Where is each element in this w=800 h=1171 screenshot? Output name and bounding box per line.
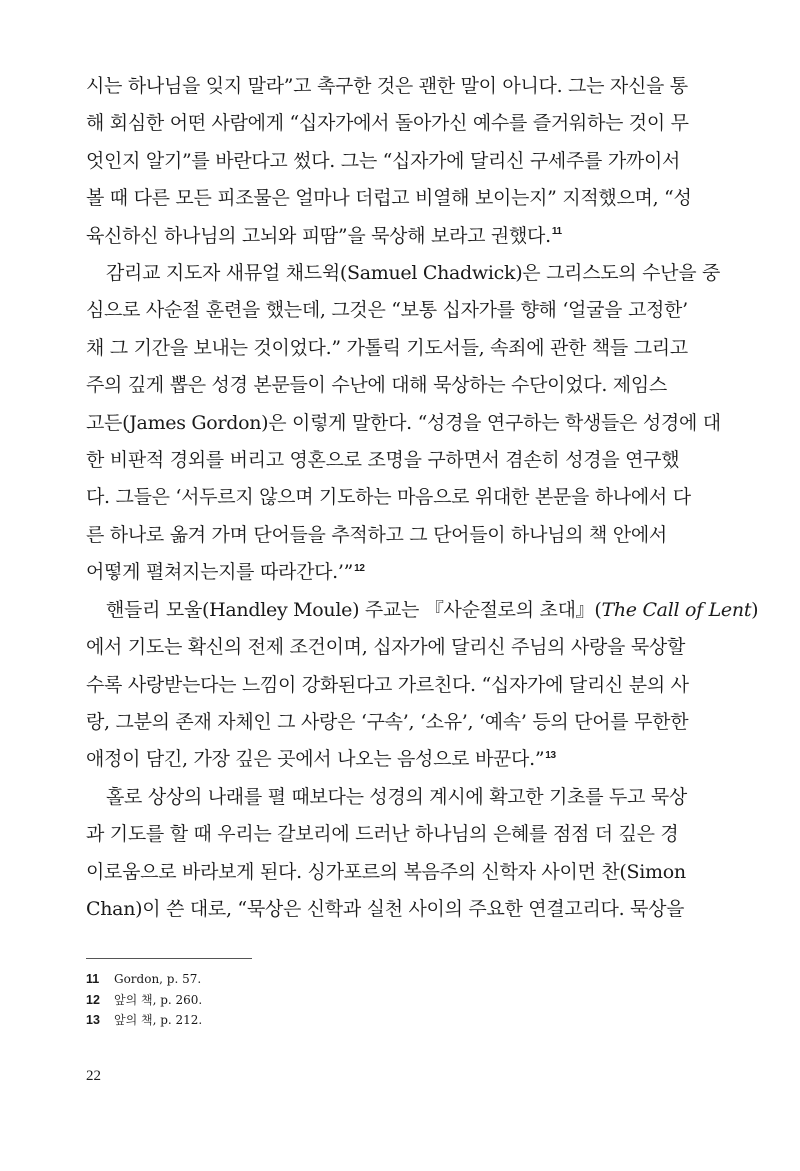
footnote-ref-13: 13 <box>545 749 556 761</box>
text-line: 해 회심한 어떤 사람에게 “십자가에서 돌아가신 예수를 즐거워하는 것이 무 <box>86 112 689 135</box>
text-line: 한 비판적 경외를 버리고 영혼으로 조명을 구하면서 겸손히 성경을 연구했 <box>86 449 680 472</box>
text-line: 볼 때 다른 모든 피조물은 얼마나 더럽고 비열해 보이는지” 지적했으며, “성 <box>86 187 692 210</box>
text-line: 심으로 사순절 훈련을 했는데, 그것은 “보통 십자가를 향해 ‘얼굴을 고정한’ <box>86 299 688 322</box>
text-line: 에서 기도는 확신의 전제 조건이며, 십자가에 달리신 주님의 사랑을 묵상할 <box>86 636 686 659</box>
footnote-number: 12 <box>86 992 100 1007</box>
book-title: The Call of Lent <box>601 598 752 621</box>
footnote-ref-12: 12 <box>354 562 365 574</box>
text-run: 핸들리 모울(Handley Moule) 주교는 『사순절로의 초대』( <box>106 598 602 621</box>
text-line: 시는 하나님을 잊지 말라”고 촉구한 것은 괜한 말이 아니다. 그는 자신을 통 <box>86 75 688 97</box>
text-line: 감리교 지도자 새뮤얼 채드윅(Samuel Chadwick)은 그리스도의 수난을 중 <box>106 262 721 285</box>
page-number: 22 <box>86 1068 101 1084</box>
page-body <box>86 68 759 928</box>
text-line: 과 기도를 할 때 우리는 갈보리에 드러난 하나님의 은혜를 점점 더 깊은 경 <box>86 823 679 846</box>
paragraph-2 <box>86 255 746 592</box>
footnote-ref-11: 11 <box>551 226 562 238</box>
footnote-text: 앞의 책, p. 260. <box>114 992 203 1007</box>
text-line: Chan)이 쓴 대로, “묵상은 신학과 실천 사이의 주요한 연결고리다. 묵상을 <box>86 897 685 920</box>
paragraph-4 <box>86 779 746 929</box>
footnotes <box>86 969 686 1031</box>
text-line: 채 그 기간을 보내는 것이었다.” 가톨릭 기도서들, 속죄에 관한 책들 그리고 <box>86 336 688 359</box>
footnote-item <box>86 1010 686 1031</box>
text-run: ) <box>751 598 759 621</box>
text-line: 른 하나로 옮겨 가며 단어들을 추적하고 그 단어들이 하나님의 책 안에서 <box>86 523 667 546</box>
footnote-item <box>86 990 686 1011</box>
footnote-divider <box>86 958 252 959</box>
text-line: 수록 사랑받는다는 느낌이 강화된다고 가르친다. “십자가에 달리신 분의 사 <box>86 673 689 696</box>
footnote-text: 앞의 책, p. 212. <box>114 1013 203 1027</box>
text-line: 고든(James Gordon)은 이렇게 말한다. “성경을 연구하는 학생들은 성경에 대 <box>86 411 721 434</box>
text-line: 다. 그들은 ‘서두르지 않으며 기도하는 마음으로 위대한 본문을 하나에서 다 <box>86 486 691 509</box>
footnote-number: 11 <box>86 972 100 986</box>
text-run: 어떻게 펼쳐지는지를 따라간다.’” <box>86 561 354 584</box>
paragraph-3 <box>86 592 759 779</box>
text-run: 육신하신 하나님의 고뇌와 피땀”을 묵상해 보라고 권했다. <box>86 224 551 247</box>
text-line: 랑, 그분의 존재 자체인 그 사랑은 ‘구속’, ‘소유’, ‘예속’ 등의 단어를 무한한 <box>86 710 689 733</box>
text-line <box>86 554 746 591</box>
text-line: 주의 깊게 뽑은 성경 본문들이 수난에 대해 묵상하는 수단이었다. 제임스 <box>86 374 667 397</box>
text-line <box>86 741 746 778</box>
footnote-number: 13 <box>86 1013 100 1027</box>
paragraph-1 <box>86 68 746 255</box>
text-run: 애정이 담긴, 가장 깊은 곳에서 나오는 음성으로 바꾼다.” <box>86 748 545 771</box>
footnote-item <box>86 969 686 990</box>
text-line <box>86 218 746 255</box>
footnote-text: Gordon, p. 57. <box>114 972 202 986</box>
text-line <box>86 592 759 629</box>
text-line: 홀로 상상의 나래를 펼 때보다는 성경의 계시에 확고한 기초를 두고 묵상 <box>106 785 687 808</box>
text-line: 이로움으로 바라보게 된다. 싱가포르의 복음주의 신학자 사이먼 찬(Simon <box>86 860 686 883</box>
text-line: 엇인지 알기”를 바란다고 썼다. 그는 “십자가에 달리신 구세주를 가까이서 <box>86 149 681 172</box>
